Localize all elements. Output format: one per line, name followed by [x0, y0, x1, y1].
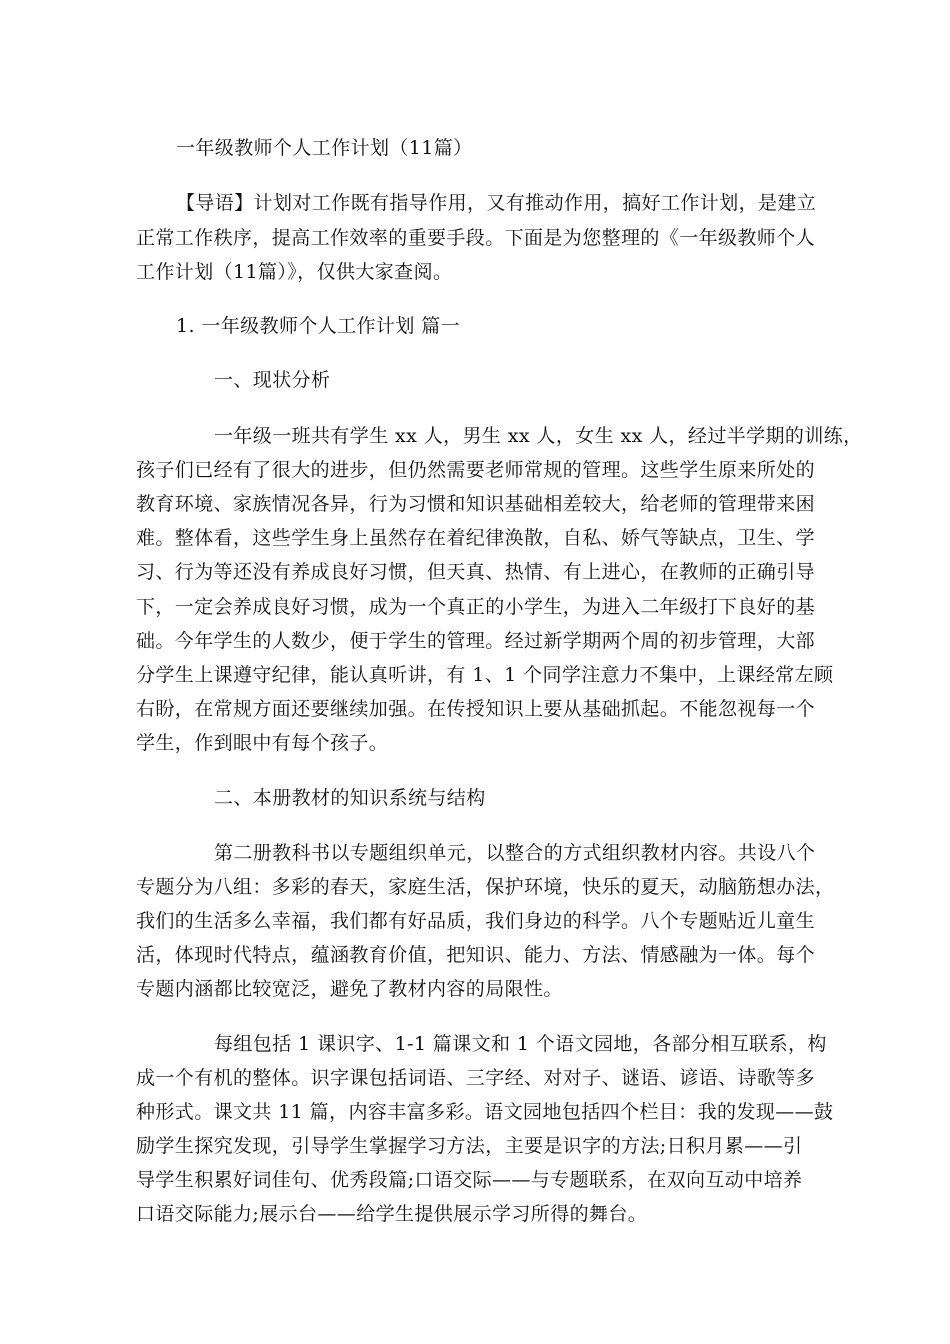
body-line: 下，一定会养成良好习惯，成为一个真正的小学生，为进入二年级打下良好的基: [136, 596, 816, 618]
intro-line: 正常工作秩序，提高工作效率的重要手段。下面是为您整理的《一年级教师个人: [136, 227, 816, 249]
body-line: 种形式。课文共 11 篇，内容丰富多彩。语文园地包括四个栏目：我的发现——鼓: [136, 1101, 834, 1123]
part2-heading: 二、本册教材的知识系统与结构: [214, 787, 486, 809]
intro-line: 工作计划（11篇）》，仅供大家查阅。: [136, 261, 453, 283]
body-line: 学生，作到眼中有每个孩子。: [136, 732, 389, 754]
body-line: 右盼，在常规方面还要继续加强。在传授知识上要从基础抓起。不能忽视每一个: [136, 698, 816, 720]
document-title: 一年级教师个人工作计划（11篇）: [176, 137, 473, 159]
part1-heading: 一、现状分析: [214, 369, 331, 391]
body-line: 口语交际能力;展示台——给学生提供展示学习所得的舞台。: [136, 1203, 648, 1225]
body-line: 活，体现时代特点，蕴涵教育价值，把知识、能力、方法、情感融为一体。每个: [136, 944, 816, 966]
intro-line: 【导语】计划对工作既有指导作用，又有推动作用，搞好工作计划，是建立: [176, 192, 817, 214]
body-line: 础。今年学生的人数少，便于学生的管理。经过新学期两个周的初步管理，大部: [136, 630, 816, 652]
body-line: 专题内涵都比较宽泛，避免了教材内容的局限性。: [136, 978, 563, 1000]
body-line: 励学生探究发现，引导学生掌握学习方法，主要是识字的方法;日积月累——引: [136, 1135, 803, 1157]
body-line: 孩子们已经有了很大的进步，但仍然需要老师常规的管理。这些学生原来所处的: [136, 459, 816, 481]
body-line: 难。整体看，这些学生身上虽然存在着纪律涣散，自私、娇气等缺点，卫生、学: [136, 527, 816, 549]
body-line: 一年级一班共有学生 xx 人，男生 xx 人，女生 xx 人，经过半学期的训练，: [214, 425, 863, 447]
body-line: 专题分为八组：多彩的春天，家庭生活，保护环境，快乐的夏天，动脑筋想办法，: [136, 876, 835, 898]
body-line: 成一个有机的整体。识字课包括词语、三字经、对对子、谜语、谚语、诗歌等多: [136, 1067, 816, 1089]
body-line: 习、行为等还没有养成良好习惯，但天真、热情、有上进心，在教师的正确引导: [136, 561, 816, 583]
body-line: 分学生上课遵守纪律，能认真听讲，有 1、1 个同学注意力不集中，上课经常左顾: [136, 664, 834, 686]
section-heading: 1. 一年级教师个人工作计划 篇一: [176, 315, 461, 337]
body-line: 教育环境、家族情况各异，行为习惯和知识基础相差较大，给老师的管理带来困: [136, 493, 816, 515]
body-line: 每组包括 1 课识字、1-1 篇课文和 1 个语文园地，各部分相互联系，构: [214, 1033, 827, 1055]
body-line: 第二册教科书以专题组织单元，以整合的方式组织教材内容。共设八个: [214, 842, 816, 864]
body-line: 我们的生活多么幸福，我们都有好品质，我们身边的科学。八个专题贴近儿童生: [136, 910, 816, 932]
body-line: 导学生积累好词佳句、优秀段篇;口语交际——与专题联系，在双向互动中培养: [136, 1169, 803, 1191]
